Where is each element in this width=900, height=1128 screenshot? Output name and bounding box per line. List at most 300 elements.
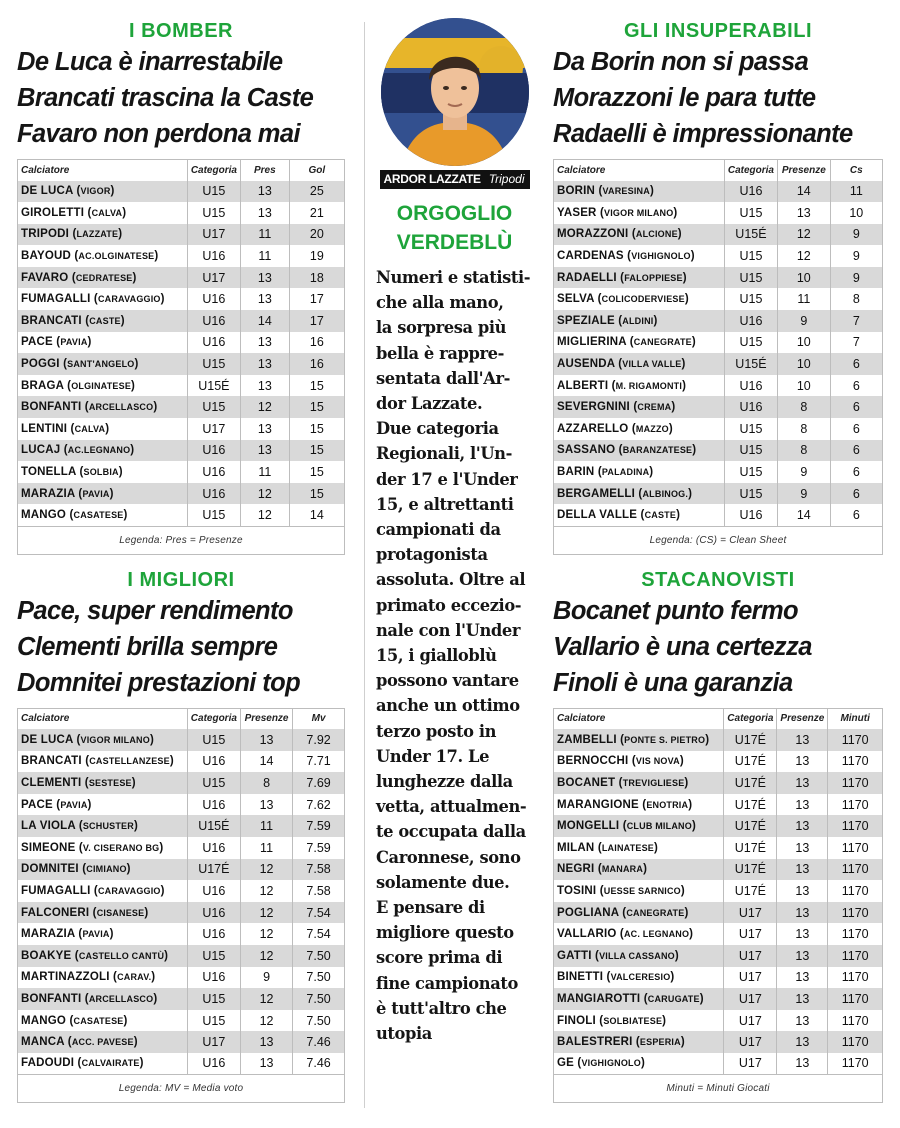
- stat-cell: 1170: [828, 837, 883, 859]
- player-team: CASTELLANZESE: [89, 756, 170, 767]
- stat-cell: U16: [724, 504, 777, 526]
- stat-cell: 1170: [828, 751, 883, 773]
- stat-cell: 1170: [828, 859, 883, 881]
- stat-cell: 7.50: [293, 988, 345, 1010]
- stat-cell: U17: [187, 1031, 240, 1053]
- player-cell: LENTINI (CALVA): [18, 418, 188, 440]
- player-team: CALVA: [91, 207, 123, 218]
- headline: Brancati trascina la Caste: [17, 84, 314, 112]
- player-team: VILLA VALLE: [622, 359, 682, 370]
- stat-cell: U17É: [724, 729, 777, 751]
- player-team: CASTE: [644, 509, 677, 520]
- article-line: vetta, attualmen-: [376, 797, 527, 817]
- player-team: CALVAIRATE: [81, 1058, 140, 1069]
- stat-cell: U15: [187, 181, 240, 203]
- player-cell: GATTI (VILLA CASSANO): [554, 945, 724, 967]
- article-line: der 17 e l'Under: [376, 469, 518, 489]
- stat-cell: 1170: [828, 794, 883, 816]
- stat-cell: U16: [724, 181, 777, 203]
- stat-cell: U17: [724, 1053, 777, 1075]
- stat-cell: U17É: [724, 815, 777, 837]
- player-team: FALOPPIESE: [624, 272, 683, 283]
- player-name: POGGI: [21, 358, 60, 371]
- stat-cell: 13: [777, 837, 828, 859]
- player-cell: PACE (PAVIA): [18, 332, 188, 354]
- player-name: BINETTI: [557, 971, 604, 984]
- stat-cell: 7.92: [293, 729, 345, 751]
- stat-cell: 12: [240, 923, 292, 945]
- stat-cell: 7.69: [293, 772, 345, 794]
- stat-cell: 11: [778, 288, 831, 310]
- player-cell: PACE (PAVIA): [18, 794, 188, 816]
- stat-cell: 12: [778, 245, 831, 267]
- article-line: E pensare di: [376, 898, 485, 918]
- player-cell: GIROLETTI (CALVA): [18, 202, 188, 224]
- player-cell: YASER (VIGOR MILANO): [554, 202, 725, 224]
- stat-cell: U17É: [724, 751, 777, 773]
- stat-cell: 7.58: [293, 859, 345, 881]
- table-row: [554, 418, 883, 440]
- player-cell: POGLIANA (CANEGRATE): [554, 902, 724, 924]
- player-name: MANGIAROTTI: [557, 992, 641, 1005]
- player-team: PAVIA: [60, 799, 88, 810]
- stat-cell: 13: [777, 859, 828, 881]
- table-header-row: [18, 160, 345, 181]
- stat-cell: U17: [724, 902, 777, 924]
- player-name: BALESTRERI: [557, 1036, 633, 1049]
- player-team: SOLBIA: [83, 467, 119, 478]
- stat-cell: U16: [724, 396, 777, 418]
- section-title-stacanovisti: STACANOVISTI: [641, 568, 795, 591]
- player-name: FUMAGALLI: [21, 884, 91, 897]
- table-row: [18, 988, 345, 1010]
- stat-cell: 11: [240, 815, 292, 837]
- stat-cell: 13: [777, 1010, 828, 1032]
- table-row: [554, 245, 883, 267]
- column-header: Calciatore: [18, 160, 188, 181]
- table-row: [18, 923, 345, 945]
- player-team: CIMIANO: [86, 864, 127, 875]
- headline: Clementi brilla sempre: [17, 632, 278, 661]
- player-cell: FADOUDI (CALVAIRATE): [18, 1053, 188, 1075]
- player-team: SESTESE: [88, 777, 132, 788]
- stat-cell: U15: [724, 483, 777, 505]
- migliori-table: [17, 708, 345, 1104]
- player-cell: SASSANO (BARANZATESE): [554, 440, 725, 462]
- stat-cell: U15: [187, 772, 240, 794]
- stat-cell: 7.46: [293, 1031, 345, 1053]
- player-name: FAVARO: [21, 271, 69, 284]
- player-team: TREVIGLIESE: [622, 777, 685, 788]
- player-name: AUSENDA: [557, 358, 615, 371]
- player-cell: DELLA VALLE (CASTE): [554, 504, 725, 526]
- column-header: Presenze: [240, 708, 292, 729]
- stat-cell: 13: [777, 923, 828, 945]
- column-header: Cs: [830, 160, 882, 181]
- stat-cell: U16: [187, 440, 240, 462]
- player-team: CARAV.: [117, 972, 152, 983]
- stat-cell: U17: [724, 988, 777, 1010]
- stat-cell: U16: [187, 483, 240, 505]
- stat-cell: U17: [724, 1031, 777, 1053]
- stat-cell: U15: [187, 729, 240, 751]
- stat-cell: U16: [187, 310, 240, 332]
- column-divider: [364, 22, 365, 1108]
- player-name: BORIN: [557, 185, 596, 198]
- table-row: [554, 1010, 883, 1032]
- player-cell: DE LUCA (VIGOR): [18, 181, 188, 203]
- column-header: Mv: [293, 708, 345, 729]
- player-team: LAZZATE: [76, 229, 119, 240]
- stat-cell: U16: [187, 794, 240, 816]
- player-team: CISANESE: [96, 907, 145, 918]
- article-line: Caronnese, sono: [376, 847, 521, 867]
- article-line: Under 17. Le: [376, 746, 490, 766]
- player-cell: MILAN (LAINATESE): [554, 837, 724, 859]
- stat-cell: 13: [240, 267, 289, 289]
- stat-cell: U15: [187, 1010, 240, 1032]
- table-legend: Minuti = Minuti Giocati: [554, 1075, 883, 1103]
- right-column: [553, 18, 883, 1103]
- player-team: VIGHIGNOLO: [581, 1058, 641, 1069]
- stat-cell: 15: [289, 375, 344, 397]
- article-line: possono vantare: [376, 671, 519, 691]
- player-cell: FALCONERI (CISANESE): [18, 902, 188, 924]
- table-row: [18, 267, 345, 289]
- stat-cell: U16: [187, 245, 240, 267]
- article-body: [372, 265, 537, 1046]
- stat-cell: 15: [289, 418, 344, 440]
- player-name: GE: [557, 1057, 575, 1070]
- player-cell: BALESTRERI (ESPERIA): [554, 1031, 724, 1053]
- stat-cell: 12: [778, 224, 831, 246]
- player-name: BAYOUD: [21, 250, 71, 263]
- player-name: MARAZIA: [21, 928, 75, 941]
- stat-cell: 12: [240, 902, 292, 924]
- stat-cell: U15: [724, 418, 777, 440]
- column-header: Calciatore: [554, 708, 724, 729]
- stat-cell: 12: [240, 483, 289, 505]
- stat-cell: 12: [240, 396, 289, 418]
- stat-cell: 6: [830, 440, 882, 462]
- table-row: [18, 1010, 345, 1032]
- article-line: Regionali, l'Un-: [376, 444, 512, 464]
- player-cell: AZZARELLO (MAZZO): [554, 418, 725, 440]
- stat-cell: 9: [778, 483, 831, 505]
- stat-cell: 13: [777, 751, 828, 773]
- player-cell: MONGELLI (CLUB MILANO): [554, 815, 724, 837]
- center-title-line: VERDEBLÙ: [396, 231, 513, 254]
- stat-cell: 9: [830, 267, 882, 289]
- table-row: [554, 945, 883, 967]
- player-team: SCHUSTER: [82, 821, 134, 832]
- stat-cell: 9: [830, 245, 882, 267]
- article-line: utopia: [376, 1024, 432, 1044]
- stat-cell: U15: [724, 245, 777, 267]
- stat-cell: 13: [777, 967, 828, 989]
- player-cell: LUCAJ (AC.LEGNANO): [18, 440, 188, 462]
- stat-cell: 15: [289, 396, 344, 418]
- table-row: [554, 772, 883, 794]
- player-name: GATTI: [557, 949, 592, 962]
- stat-cell: 6: [830, 396, 882, 418]
- table-row: [554, 440, 883, 462]
- table-row: [18, 375, 345, 397]
- table-row: [18, 967, 345, 989]
- bomber-table: [17, 159, 345, 555]
- player-cell: ALBERTI (M. RIGAMONTI): [554, 375, 725, 397]
- stat-cell: U17É: [724, 880, 777, 902]
- player-name: POGLIANA: [557, 906, 619, 919]
- table-row: [554, 267, 883, 289]
- player-team: VIGHIGNOLO: [631, 251, 691, 262]
- stat-cell: 21: [289, 202, 344, 224]
- player-name: BERNOCCHI: [557, 755, 629, 768]
- migliori-headlines: [17, 593, 345, 701]
- player-team: CREMA: [637, 402, 672, 413]
- player-team: BARANZATESE: [622, 445, 693, 456]
- stat-cell: 13: [240, 181, 289, 203]
- player-team: CASTE: [89, 315, 121, 326]
- player-name: TRIPODI: [21, 228, 70, 241]
- column-header: Presenze: [777, 708, 828, 729]
- stat-cell: U16: [187, 880, 240, 902]
- stat-cell: 13: [777, 1053, 828, 1075]
- table-row: [554, 751, 883, 773]
- table-row: [554, 332, 883, 354]
- stat-cell: 8: [778, 396, 831, 418]
- player-team: CEDRATESE: [75, 272, 133, 283]
- column-header: Gol: [289, 160, 344, 181]
- table-row: [18, 794, 345, 816]
- stat-cell: U15: [187, 396, 240, 418]
- stat-cell: 7.54: [293, 923, 345, 945]
- stat-cell: 16: [289, 353, 344, 375]
- player-cell: BARIN (PALADINA): [554, 461, 725, 483]
- table-row: [554, 967, 883, 989]
- table-legend: Legenda: Pres = Presenze: [18, 526, 345, 554]
- player-name: BERGAMELLI: [557, 487, 636, 500]
- stat-cell: U16: [187, 837, 240, 859]
- stat-cell: 12: [240, 1010, 292, 1032]
- player-team: ARCELLASCO: [88, 993, 154, 1004]
- stat-cell: 11: [240, 245, 289, 267]
- stat-cell: 14: [240, 751, 292, 773]
- table-row: [18, 815, 345, 837]
- table-row: [554, 837, 883, 859]
- stat-cell: 14: [778, 504, 831, 526]
- stat-cell: 1170: [828, 729, 883, 751]
- table-row: [18, 880, 345, 902]
- stat-cell: 6: [830, 461, 882, 483]
- player-cell: TRIPODI (LAZZATE): [18, 224, 188, 246]
- player-name: TOSINI: [557, 884, 597, 897]
- table-row: [554, 880, 883, 902]
- stat-cell: 13: [240, 288, 289, 310]
- table-row: [18, 332, 345, 354]
- stat-cell: U17É: [724, 837, 777, 859]
- stat-cell: 13: [240, 418, 289, 440]
- table-row: [18, 1031, 345, 1053]
- player-name: LA VIOLA: [21, 820, 76, 833]
- stat-cell: U16: [187, 288, 240, 310]
- table-header-row: [554, 160, 883, 181]
- stat-cell: U16: [187, 967, 240, 989]
- insuperabili-table: [553, 159, 883, 555]
- headline: Vallario è una certezza: [553, 632, 812, 661]
- player-name: MIGLIERINA: [557, 336, 627, 349]
- table-row: [18, 396, 345, 418]
- section-title-bomber: I BOMBER: [129, 20, 233, 42]
- headline: Bocanet punto fermo: [553, 596, 799, 625]
- player-name: BOAKYE: [21, 949, 72, 962]
- stat-cell: 18: [289, 267, 344, 289]
- stat-cell: 13: [777, 772, 828, 794]
- table-row: [18, 181, 345, 203]
- player-team: M. RIGAMONTI: [615, 380, 683, 391]
- stat-cell: 15: [289, 440, 344, 462]
- stacanovisti-headlines: [553, 593, 883, 701]
- stat-cell: 8: [240, 772, 292, 794]
- player-cell: BAYOUD (AC.OLGINATESE): [18, 245, 188, 267]
- stat-cell: U17: [724, 1010, 777, 1032]
- player-name: MANGO: [21, 1014, 67, 1027]
- player-team: VIGOR MILANO: [604, 207, 674, 218]
- stat-cell: 9: [240, 967, 292, 989]
- player-name: MARAZIA: [21, 487, 75, 500]
- stat-cell: 13: [777, 815, 828, 837]
- stat-cell: 13: [777, 729, 828, 751]
- stat-cell: 8: [778, 418, 831, 440]
- article-line: 15, e altrettanti: [376, 494, 514, 514]
- stat-cell: U15: [724, 267, 777, 289]
- player-team: COLICODERVIESE: [601, 294, 685, 305]
- player-team: CALVA: [74, 423, 106, 434]
- player-name: ALBERTI: [557, 379, 609, 392]
- player-team: CASATESE: [73, 1015, 124, 1026]
- stat-cell: U16: [724, 375, 777, 397]
- column-header: Categoria: [724, 160, 777, 181]
- stat-cell: U17: [187, 267, 240, 289]
- player-cell: NEGRI (MANARA): [554, 859, 724, 881]
- player-cell: SIMEONE (V. CISERANO BG): [18, 837, 188, 859]
- stat-cell: 13: [777, 902, 828, 924]
- article-line: fine campionato: [376, 973, 518, 993]
- headline: Pace, super rendimento: [17, 596, 293, 625]
- stat-cell: 9: [778, 461, 831, 483]
- stat-cell: 13: [240, 353, 289, 375]
- stat-cell: 13: [240, 375, 289, 397]
- player-team: LAINATESE: [601, 842, 654, 853]
- headline: Da Borin non si passa: [553, 48, 809, 76]
- photo-caption: [380, 170, 530, 189]
- stat-cell: U16: [724, 310, 777, 332]
- player-team: ALDINI: [622, 315, 654, 326]
- player-cell: FAVARO (CEDRATESE): [18, 267, 188, 289]
- player-team: CARUGATE: [647, 993, 700, 1004]
- table-row: [554, 923, 883, 945]
- stat-cell: 7.62: [293, 794, 345, 816]
- stat-cell: 6: [830, 353, 882, 375]
- table-row: [18, 945, 345, 967]
- stat-cell: 17: [289, 310, 344, 332]
- stat-cell: 12: [240, 880, 292, 902]
- player-name: PACE: [21, 798, 53, 811]
- article-line: sentata dall'Ar-: [376, 368, 511, 388]
- player-name: MILAN: [557, 841, 595, 854]
- player-team: ENOTRIA: [646, 799, 689, 810]
- stat-cell: 1170: [828, 902, 883, 924]
- article-line: lunghezze dalla: [376, 772, 513, 792]
- table-row: [18, 202, 345, 224]
- table-row: [554, 375, 883, 397]
- stat-cell: 1170: [828, 988, 883, 1010]
- player-team: CASTELLO CANTÙ: [78, 950, 165, 961]
- table-row: [554, 794, 883, 816]
- player-cell: MANGO (CASATESE): [18, 504, 188, 526]
- article-line: te occupata dalla: [376, 822, 526, 842]
- stat-cell: U17: [187, 224, 240, 246]
- article-line: primato eccezio-: [376, 595, 522, 615]
- stat-cell: 13: [240, 440, 289, 462]
- headline: Domnitei prestazioni top: [17, 668, 301, 697]
- table-header-row: [18, 708, 345, 729]
- headline: De Luca è inarrestabile: [17, 48, 283, 76]
- player-cell: BOAKYE (CASTELLO CANTÙ): [18, 945, 188, 967]
- stat-cell: 8: [778, 440, 831, 462]
- player-name: FALCONERI: [21, 906, 90, 919]
- stat-cell: 10: [778, 267, 831, 289]
- table-row: [18, 859, 345, 881]
- stat-cell: U17É: [724, 772, 777, 794]
- table-row: [554, 396, 883, 418]
- stat-cell: U17É: [187, 859, 240, 881]
- player-cell: MORAZZONI (ALCIONE): [554, 224, 725, 246]
- stat-cell: U16: [187, 923, 240, 945]
- table-row: [554, 181, 883, 203]
- article-line: score prima di: [376, 948, 503, 968]
- player-cell: MARAZIA (PAVIA): [18, 923, 188, 945]
- stat-cell: 7: [830, 310, 882, 332]
- stat-cell: U17: [724, 923, 777, 945]
- stat-cell: 19: [289, 245, 344, 267]
- table-row: [554, 504, 883, 526]
- stat-cell: U15: [724, 288, 777, 310]
- player-name: MANGO: [21, 508, 67, 521]
- table-row: [18, 772, 345, 794]
- stat-cell: U15É: [187, 815, 240, 837]
- headline: Radaelli è impressionante: [553, 120, 853, 148]
- player-cell: MANCA (ACC. PAVESE): [18, 1031, 188, 1053]
- player-team: VIGOR MILANO: [80, 734, 150, 745]
- player-cell: RADAELLI (FALOPPIESE): [554, 267, 725, 289]
- player-cell: MANGO (CASATESE): [18, 1010, 188, 1032]
- player-team: CLUB MILANO: [626, 821, 692, 832]
- insuperabili-headlines: [553, 44, 883, 152]
- stat-cell: 10: [778, 375, 831, 397]
- stat-cell: U15: [187, 504, 240, 526]
- stat-cell: 7.50: [293, 967, 345, 989]
- player-team: SOLBIATESE: [603, 1015, 663, 1026]
- stat-cell: 7.46: [293, 1053, 345, 1075]
- table-row: [18, 902, 345, 924]
- stat-cell: 7.58: [293, 880, 345, 902]
- player-team: PONTE S. PIETRO: [624, 734, 706, 745]
- table-row: [554, 310, 883, 332]
- table-row: [18, 353, 345, 375]
- player-cell: TOSINI (UESSE SARNICO): [554, 880, 724, 902]
- table-row: [554, 483, 883, 505]
